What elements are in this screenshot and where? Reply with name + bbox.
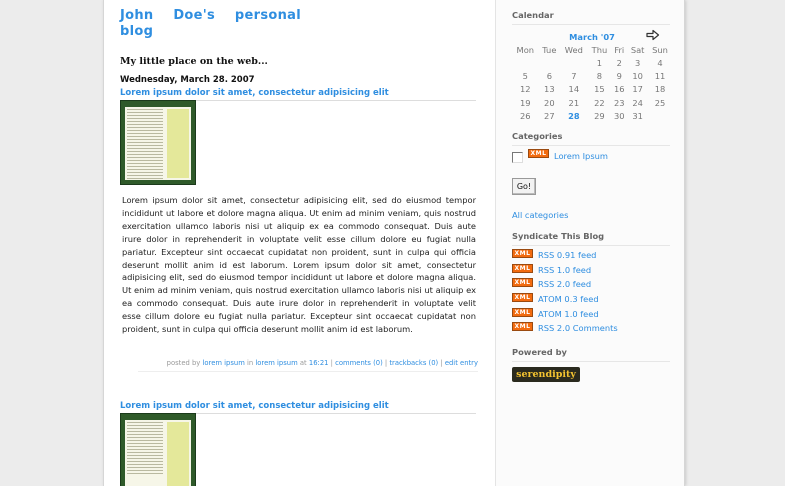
blog-title-word: John [120,8,154,23]
blog-page [103,0,685,486]
thumbnail-text-column [127,109,163,178]
xml-feed-icon[interactable]: XML [512,264,533,273]
divider [512,24,670,25]
footer-text: posted by [166,359,201,367]
calendar-week [512,56,672,69]
blog-title-word: blog [120,24,154,39]
thumbnail-sidebar [167,422,189,486]
category-checkbox[interactable] [512,152,523,163]
calendar-heading: Calendar [512,10,554,20]
comments-link[interactable]: comments (0) [335,359,383,367]
calendar-day: 15 [594,84,605,95]
calendar-day: 3 [634,57,641,68]
calendar-day: 26 [520,110,531,121]
calendar-day: 29 [594,110,605,121]
feed-link[interactable]: RSS 0.91 feed [538,250,597,260]
entry2-thumbnail[interactable] [120,413,196,486]
divider [512,361,670,362]
calendar [512,30,672,122]
calendar-day: 12 [520,84,531,95]
entry2-title-link[interactable]: Lorem ipsum dolor sit amet, consectetur adipisicing elit [120,401,476,414]
xml-feed-icon[interactable]: XML [512,322,533,331]
weekday: Thu [591,44,608,55]
calendar-day: 31 [632,110,643,121]
permalink-time[interactable]: 16:21 [308,359,329,367]
separator: | [384,359,388,367]
xml-feed-icon[interactable]: XML [512,278,533,287]
calendar-day: 30 [614,110,625,121]
divider [512,245,670,246]
separator: | [330,359,333,367]
category-xml-feed-icon[interactable]: XML [528,149,549,158]
blog-title-word: Doe's [173,8,216,23]
syndicate-heading: Syndicate This Blog [512,231,605,241]
calendar-day: 23 [614,97,625,108]
calendar-day: 2 [616,57,622,68]
calendar-day: 25 [654,97,666,108]
feed-link[interactable]: ATOM 0.3 feed [538,294,599,305]
powered-by-heading: Powered by [512,347,567,357]
calendar-day: 19 [520,97,531,108]
calendar-week [512,70,672,83]
calendar-day: 4 [657,57,663,68]
calendar-day: 24 [632,97,643,108]
calendar-day: 8 [596,71,603,82]
calendar-day [648,109,672,122]
calendar-day: 22 [594,97,605,108]
calendar-day: 14 [568,84,580,95]
feed-link[interactable]: ATOM 1.0 feed [538,308,599,319]
footer-text: in [247,359,254,367]
thumbnail-sidebar [167,109,189,178]
xml-feed-icon[interactable]: XML [512,249,533,258]
entry-footer [138,359,478,372]
main-column [104,0,494,486]
calendar-weekdays [512,43,672,56]
calendar-day: 18 [654,84,666,95]
xml-feed-icon[interactable]: XML [512,293,533,302]
feed-link[interactable]: RSS 2.0 Comments [538,323,618,334]
calendar-week [512,96,672,109]
calendar-day [539,56,561,69]
calendar-day: 27 [544,110,555,121]
calendar-day: 17 [632,84,643,95]
serendipity-logo-badge[interactable]: serendipity [512,367,580,382]
weekday: Sat [630,44,645,55]
weekday: Mon [516,44,535,55]
thumbnail-text-column [127,422,163,486]
calendar-week [512,109,672,122]
category-link[interactable]: Lorem Ipsum [554,151,608,161]
calendar-day-link[interactable]: 28 [568,110,580,121]
trackbacks-link[interactable]: trackbacks (0) [389,359,439,367]
blog-title-word: personal [234,8,301,23]
edit-entry-link[interactable]: edit entry [444,359,478,367]
separator: | [440,359,443,367]
xml-feed-icon[interactable]: XML [512,308,533,317]
author-link[interactable]: lorem ipsum [202,359,245,367]
weekday: Wed [564,44,583,55]
next-month-arrow-icon[interactable] [646,29,660,41]
calendar-day [560,56,587,69]
calendar-day: 7 [571,71,577,82]
blog-tagline: My little place on the web... [120,56,268,67]
sidebar [495,0,685,486]
calendar-day: 13 [544,84,555,95]
footer-text: at [299,359,307,367]
feed-link[interactable]: RSS 2.0 feed [538,279,592,290]
weekday: Tue [542,44,557,55]
weekday: Sun [652,44,668,55]
thumbnail-page [125,420,191,486]
blog-title[interactable] [120,8,310,40]
calendar-day: 10 [632,71,643,82]
thumbnail-page [125,107,191,180]
feed-link[interactable]: RSS 1.0 feed [538,264,592,275]
weekday: Fri [614,44,625,55]
calendar-day: 6 [546,71,552,82]
entry-title-link[interactable]: Lorem ipsum dolor sit amet, consectetur adipisicing elit [120,88,476,101]
go-button[interactable]: Go! [512,178,536,195]
categories-heading: Categories [512,131,563,141]
entry-body: Lorem ipsum dolor sit amet, consectetur adipisicing elit, sed do eiusmod tempor incididunt ut labore et dolore magna aliqua. Ut enim ad minim veniam, quis nostrud exercitation ullamco laboris nisi ut aliquip ex ea commodo consequat. Duis aute irure dolor in reprehenderit in voluptate velit esse cillum dolore eu fugiat nulla pariatur. Excepteur sint occaecat cupidatat non proident, sunt in culpa qui officia deserunt mollit anim id est laborum. Lorem ipsum dolor sit amet, consectetur adipisicing elit, sed do eiusmod tempor incididunt ut labore et dolore magna aliqua. Ut enim ad minim veniam, quis nostrud exercitation ullamco laboris nisi ut aliquip ex ea commodo consequat. Duis aute irure dolor in reprehenderit in voluptate velit esse cillum dolore eu fugiat nulla pariatur. Excepteur sint occaecat cupidatat non proident, sunt in culpa qui officia deserunt mollit anim id est laborum. [122,195,476,335]
calendar-day: 11 [654,71,666,82]
calendar-day: 21 [568,97,580,108]
all-categories-link[interactable]: All categories [512,210,569,220]
category-link[interactable]: lorem ipsum [255,359,298,367]
calendar-day: 9 [616,71,622,82]
calendar-day: 20 [544,97,555,108]
entry-date: Wednesday, March 28. 2007 [120,75,255,85]
calendar-day: 5 [522,71,528,82]
calendar-week [512,83,672,96]
calendar-day: 1 [596,57,603,68]
calendar-day [512,56,539,69]
calendar-day: 16 [614,84,625,95]
divider [512,145,670,146]
calendar-month[interactable]: March '07 [569,31,615,42]
entry-thumbnail[interactable] [120,100,196,185]
